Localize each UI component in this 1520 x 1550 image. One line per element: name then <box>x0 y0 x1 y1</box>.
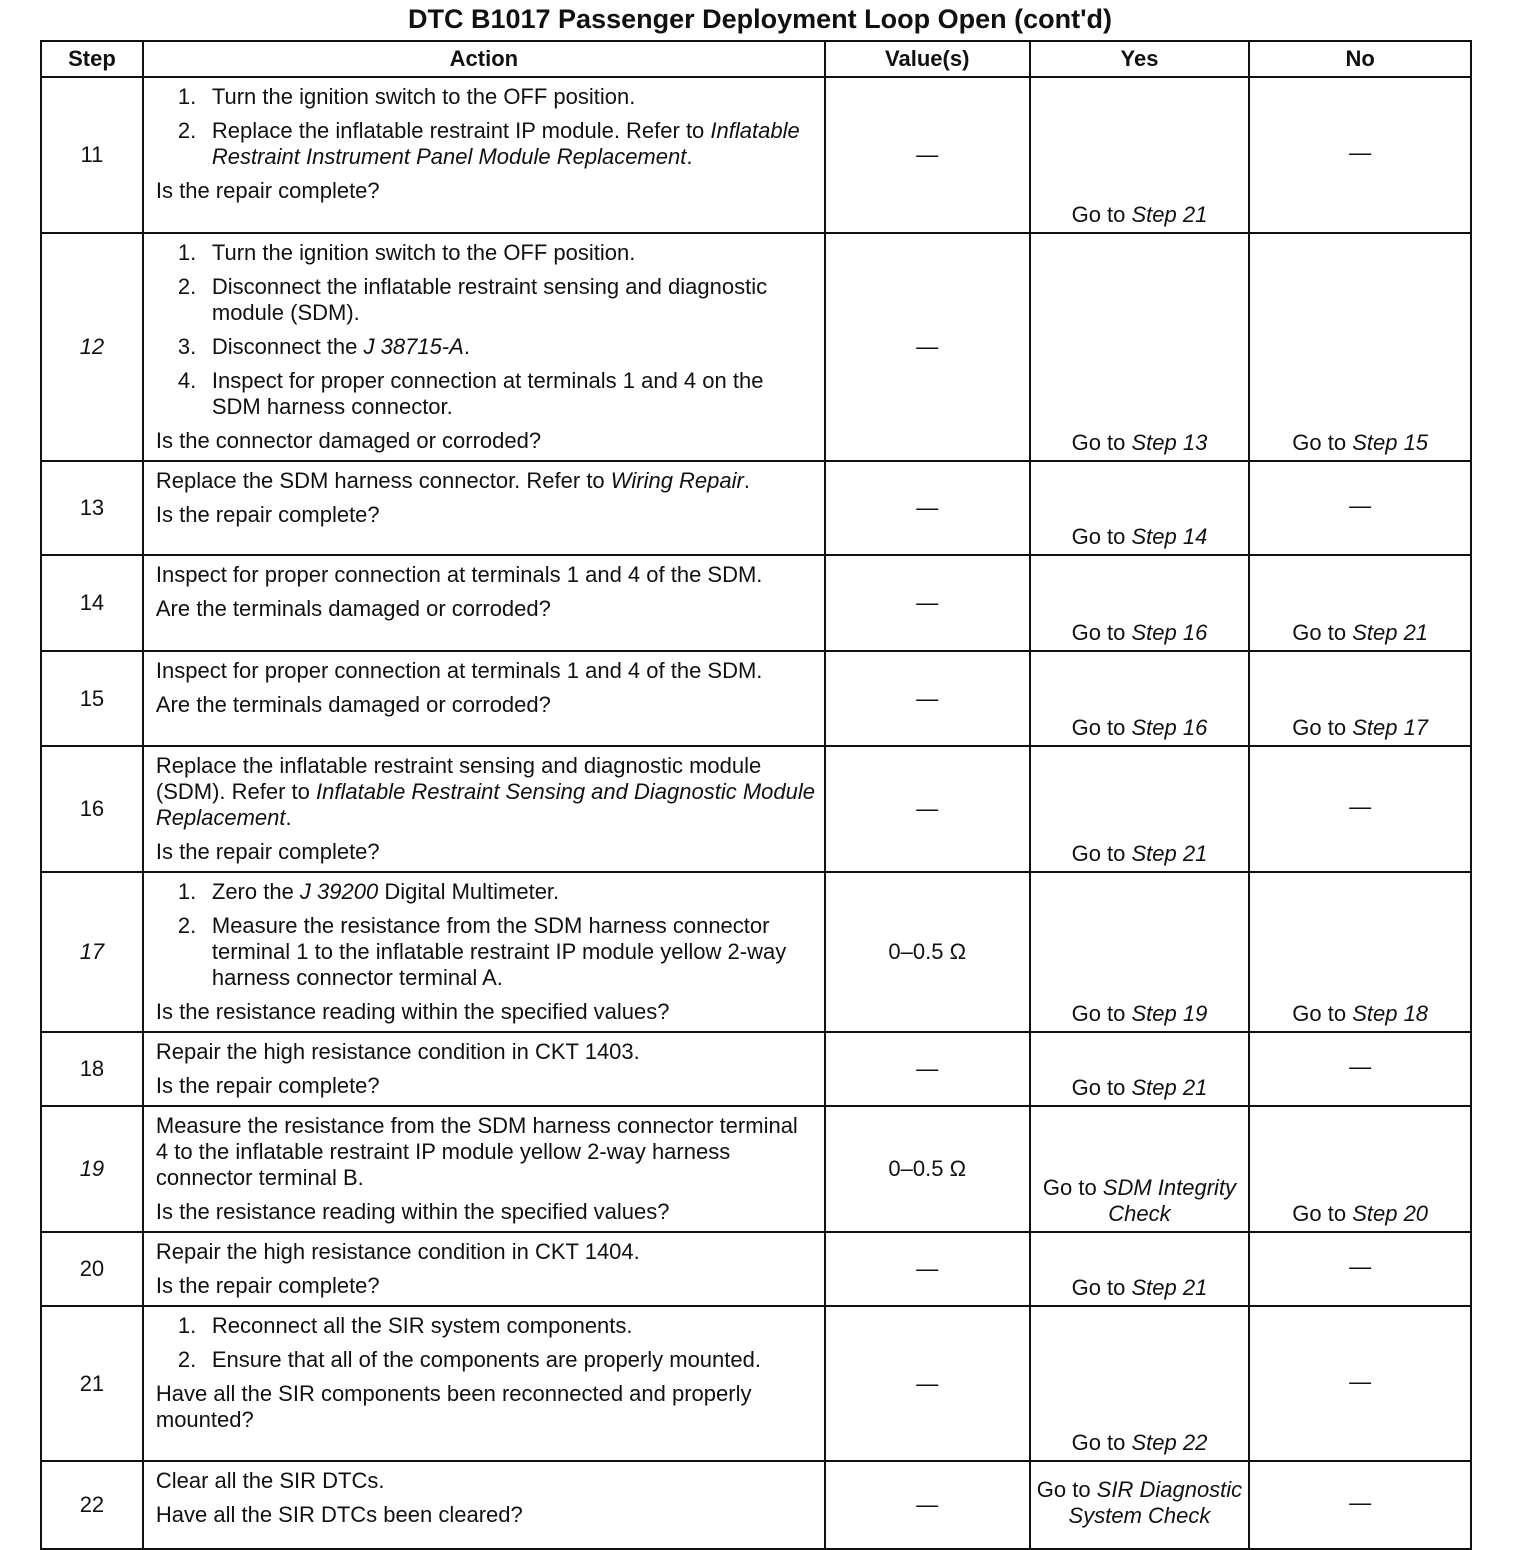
action-cell <box>143 1032 825 1106</box>
action-cell <box>143 461 825 555</box>
action-text: Zero the <box>211 879 300 904</box>
table-row <box>41 651 1471 746</box>
list-text <box>212 274 816 326</box>
action-text: . <box>285 805 292 830</box>
value-cell: — <box>825 651 1030 746</box>
goto-prefix: Go to <box>1292 1201 1353 1226</box>
step-number: 13 <box>41 461 143 555</box>
header-values: Value(s) <box>825 41 1030 77</box>
list-number: 2. <box>177 913 197 938</box>
action-cell <box>143 872 825 1032</box>
action-text: Repair the high resistance condition in CKT 1404. <box>155 1239 640 1264</box>
reference-text: J 38715-A <box>363 334 464 359</box>
action-paragraph <box>156 468 816 494</box>
step-number: 12 <box>41 233 143 461</box>
value-cell: 0–0.5 Ω <box>825 872 1030 1032</box>
reference-text: Inflatable Restraint Instrument Panel Module Replacement <box>211 118 800 169</box>
goto-target: Step 15 <box>1352 430 1429 455</box>
yes-cell <box>1030 1032 1250 1106</box>
table-row <box>41 77 1471 233</box>
goto-prefix: Go to <box>1071 1075 1132 1100</box>
action-list-item <box>156 118 816 170</box>
action-cell <box>143 1106 825 1232</box>
action-paragraph <box>156 1039 816 1065</box>
goto-prefix: Go to <box>1071 715 1132 740</box>
yes-cell <box>1030 1306 1250 1461</box>
action-question: Is the repair complete? <box>155 1073 380 1098</box>
action-list-item <box>156 240 816 266</box>
reference-text: Inflatable Restraint Sensing and Diagnostic Module Replacement <box>155 779 815 830</box>
value-cell: — <box>825 233 1030 461</box>
action-paragraph <box>156 1239 816 1265</box>
action-cell <box>143 1461 825 1549</box>
table-row <box>41 233 1471 461</box>
action-list-item <box>156 84 816 110</box>
step-number: 19 <box>41 1106 143 1232</box>
action-list-item <box>156 879 816 905</box>
list-text <box>212 334 470 360</box>
list-number: 1. <box>177 879 197 904</box>
yes-cell <box>1030 233 1250 461</box>
goto-target: Step 21 <box>1131 202 1208 227</box>
goto-target: Step 14 <box>1131 524 1208 549</box>
table-row <box>41 555 1471 651</box>
yes-cell <box>1030 555 1250 651</box>
goto-target: Step 16 <box>1131 620 1208 645</box>
yes-cell <box>1030 746 1250 872</box>
no-cell: — <box>1249 746 1471 872</box>
step-number: 11 <box>41 77 143 233</box>
goto-target: Step 22 <box>1131 1430 1208 1455</box>
table-row <box>41 872 1471 1032</box>
action-question: Is the repair complete? <box>155 839 380 864</box>
yes-cell <box>1030 872 1250 1032</box>
action-cell <box>143 77 825 233</box>
reference-text: Wiring Repair <box>610 468 744 493</box>
action-text: . <box>463 334 470 359</box>
goto-prefix: Go to <box>1292 715 1353 740</box>
header-action: Action <box>143 41 825 77</box>
table-row <box>41 746 1471 872</box>
list-text <box>212 118 816 170</box>
step-number: 20 <box>41 1232 143 1306</box>
goto-target: Step 21 <box>1131 1275 1208 1300</box>
action-cell <box>143 1232 825 1306</box>
action-text: Clear all the SIR DTCs. <box>155 1468 385 1493</box>
list-number: 3. <box>177 334 197 359</box>
header-yes: Yes <box>1030 41 1250 77</box>
header-step: Step <box>41 41 143 77</box>
no-cell <box>1249 555 1471 651</box>
goto-target: Step 21 <box>1131 841 1208 866</box>
list-text <box>212 368 816 420</box>
value-cell: — <box>825 1232 1030 1306</box>
yes-cell <box>1030 1106 1250 1232</box>
step-number: 22 <box>41 1461 143 1549</box>
action-paragraph <box>156 753 816 831</box>
list-number: 1. <box>177 84 197 109</box>
no-cell <box>1249 651 1471 746</box>
action-text: Measure the resistance from the SDM harness connector terminal 4 to the inflatable restraint IP module yellow 2-way harness connector terminal B. <box>155 1113 798 1190</box>
table-row <box>41 1032 1471 1106</box>
goto-target: Step 13 <box>1131 430 1208 455</box>
action-question: Is the repair complete? <box>155 178 380 203</box>
no-cell <box>1249 233 1471 461</box>
action-text: Turn the ignition switch to the OFF position. <box>211 240 636 265</box>
no-cell: — <box>1249 1032 1471 1106</box>
action-list-item <box>156 913 816 991</box>
action-question: Is the resistance reading within the specified values? <box>155 1199 670 1224</box>
value-cell: — <box>825 746 1030 872</box>
no-cell: — <box>1249 1232 1471 1306</box>
list-number: 2. <box>177 1347 197 1372</box>
goto-prefix: Go to <box>1071 1001 1132 1026</box>
step-number: 18 <box>41 1032 143 1106</box>
value-cell: — <box>825 1461 1030 1549</box>
action-text: . <box>743 468 750 493</box>
yes-cell <box>1030 77 1250 233</box>
goto-target: Step 18 <box>1352 1001 1429 1026</box>
header-no: No <box>1249 41 1471 77</box>
goto-prefix: Go to <box>1071 524 1132 549</box>
goto-prefix: Go to <box>1292 430 1353 455</box>
goto-target: Step 21 <box>1352 620 1429 645</box>
goto-prefix: Go to <box>1292 1001 1353 1026</box>
goto-prefix: Go to <box>1071 1430 1132 1455</box>
yes-cell <box>1030 461 1250 555</box>
step-number: 15 <box>41 651 143 746</box>
value-cell: — <box>825 461 1030 555</box>
no-cell: — <box>1249 461 1471 555</box>
action-text: Replace the inflatable restraint IP module. Refer to <box>211 118 711 143</box>
action-text: Disconnect the <box>211 334 364 359</box>
yes-cell <box>1030 1232 1250 1306</box>
action-text: Reconnect all the SIR system components. <box>211 1313 633 1338</box>
reference-text: J 39200 <box>299 879 379 904</box>
list-text <box>212 240 636 266</box>
action-paragraph <box>156 1113 816 1191</box>
goto-target: Step 21 <box>1131 1075 1208 1100</box>
action-text: Repair the high resistance condition in CKT 1403. <box>155 1039 640 1064</box>
goto-target: Step 17 <box>1352 715 1429 740</box>
goto-prefix: Go to <box>1071 1275 1132 1300</box>
list-number: 1. <box>177 1313 197 1338</box>
no-cell: — <box>1249 1306 1471 1461</box>
action-list-item <box>156 274 816 326</box>
list-text <box>212 84 636 110</box>
goto-prefix: Go to <box>1036 1477 1097 1502</box>
action-cell <box>143 555 825 651</box>
table-row <box>41 1306 1471 1461</box>
yes-cell <box>1030 1461 1250 1549</box>
action-text: . <box>686 144 693 169</box>
action-paragraph <box>156 658 816 684</box>
goto-target: SDM Integrity Check <box>1102 1175 1237 1226</box>
yes-cell <box>1030 651 1250 746</box>
goto-prefix: Go to <box>1042 1175 1103 1200</box>
action-cell <box>143 233 825 461</box>
page-title: DTC B1017 Passenger Deployment Loop Open (cont'd) <box>407 4 1113 34</box>
action-question: Have all the SIR components been reconnected and properly mounted? <box>155 1381 752 1432</box>
action-list-item <box>156 334 816 360</box>
action-text: Replace the inflatable restraint sensing and diagnostic module (SDM). Refer to <box>155 753 762 804</box>
no-cell: — <box>1249 77 1471 233</box>
goto-target: Step 20 <box>1352 1201 1429 1226</box>
action-list-item <box>156 1347 816 1373</box>
value-cell: — <box>825 77 1030 233</box>
action-question: Is the repair complete? <box>155 1273 380 1298</box>
table-row <box>41 461 1471 555</box>
diagnostic-table <box>40 40 1472 1550</box>
action-paragraph <box>156 1468 816 1494</box>
action-text: Inspect for proper connection at terminals 1 and 4 of the SDM. <box>155 562 763 587</box>
table-row <box>41 1461 1471 1549</box>
action-list-item <box>156 368 816 420</box>
list-number: 2. <box>177 118 197 143</box>
step-number: 21 <box>41 1306 143 1461</box>
list-number: 2. <box>177 274 197 299</box>
action-question: Is the connector damaged or corroded? <box>155 428 542 453</box>
goto-target: Step 19 <box>1131 1001 1208 1026</box>
goto-prefix: Go to <box>1071 202 1132 227</box>
action-question: Have all the SIR DTCs been cleared? <box>155 1502 523 1527</box>
action-question: Is the repair complete? <box>155 502 380 527</box>
goto-target: Step 16 <box>1131 715 1208 740</box>
action-cell <box>143 651 825 746</box>
action-question: Are the terminals damaged or corroded? <box>155 692 551 717</box>
value-cell: — <box>825 1032 1030 1106</box>
no-cell: — <box>1249 1461 1471 1549</box>
action-text: Replace the SDM harness connector. Refer to <box>155 468 611 493</box>
value-cell: — <box>825 1306 1030 1461</box>
no-cell <box>1249 872 1471 1032</box>
action-cell <box>143 1306 825 1461</box>
goto-target: SIR Diagnostic System Check <box>1068 1477 1243 1528</box>
action-list-item <box>156 1313 816 1339</box>
action-text: Disconnect the inflatable restraint sensing and diagnostic module (SDM). <box>211 274 768 325</box>
no-cell <box>1249 1106 1471 1232</box>
action-question: Are the terminals damaged or corroded? <box>155 596 551 621</box>
action-text: Digital Multimeter. <box>378 879 560 904</box>
action-paragraph <box>156 562 816 588</box>
goto-prefix: Go to <box>1071 430 1132 455</box>
header-row <box>41 41 1471 77</box>
table-row <box>41 1106 1471 1232</box>
list-number: 1. <box>177 240 197 265</box>
goto-prefix: Go to <box>1071 620 1132 645</box>
list-number: 4. <box>177 368 197 393</box>
action-cell <box>143 746 825 872</box>
action-question: Is the resistance reading within the specified values? <box>155 999 670 1024</box>
goto-prefix: Go to <box>1071 841 1132 866</box>
step-number: 14 <box>41 555 143 651</box>
step-number: 17 <box>41 872 143 1032</box>
list-text <box>212 1313 633 1339</box>
action-text: Turn the ignition switch to the OFF position. <box>211 84 636 109</box>
step-number: 16 <box>41 746 143 872</box>
action-text: Inspect for proper connection at terminals 1 and 4 on the SDM harness connector. <box>211 368 764 419</box>
value-cell: — <box>825 555 1030 651</box>
goto-prefix: Go to <box>1292 620 1353 645</box>
action-text: Measure the resistance from the SDM harness connector terminal 1 to the inflatable restraint IP module yellow 2-way harness connector terminal A. <box>211 913 787 990</box>
action-text: Ensure that all of the components are properly mounted. <box>211 1347 761 1372</box>
table-row <box>41 1232 1471 1306</box>
value-cell: 0–0.5 Ω <box>825 1106 1030 1232</box>
list-text <box>212 913 816 991</box>
list-text <box>212 1347 761 1373</box>
action-text: Inspect for proper connection at terminals 1 and 4 of the SDM. <box>155 658 763 683</box>
list-text <box>212 879 559 905</box>
